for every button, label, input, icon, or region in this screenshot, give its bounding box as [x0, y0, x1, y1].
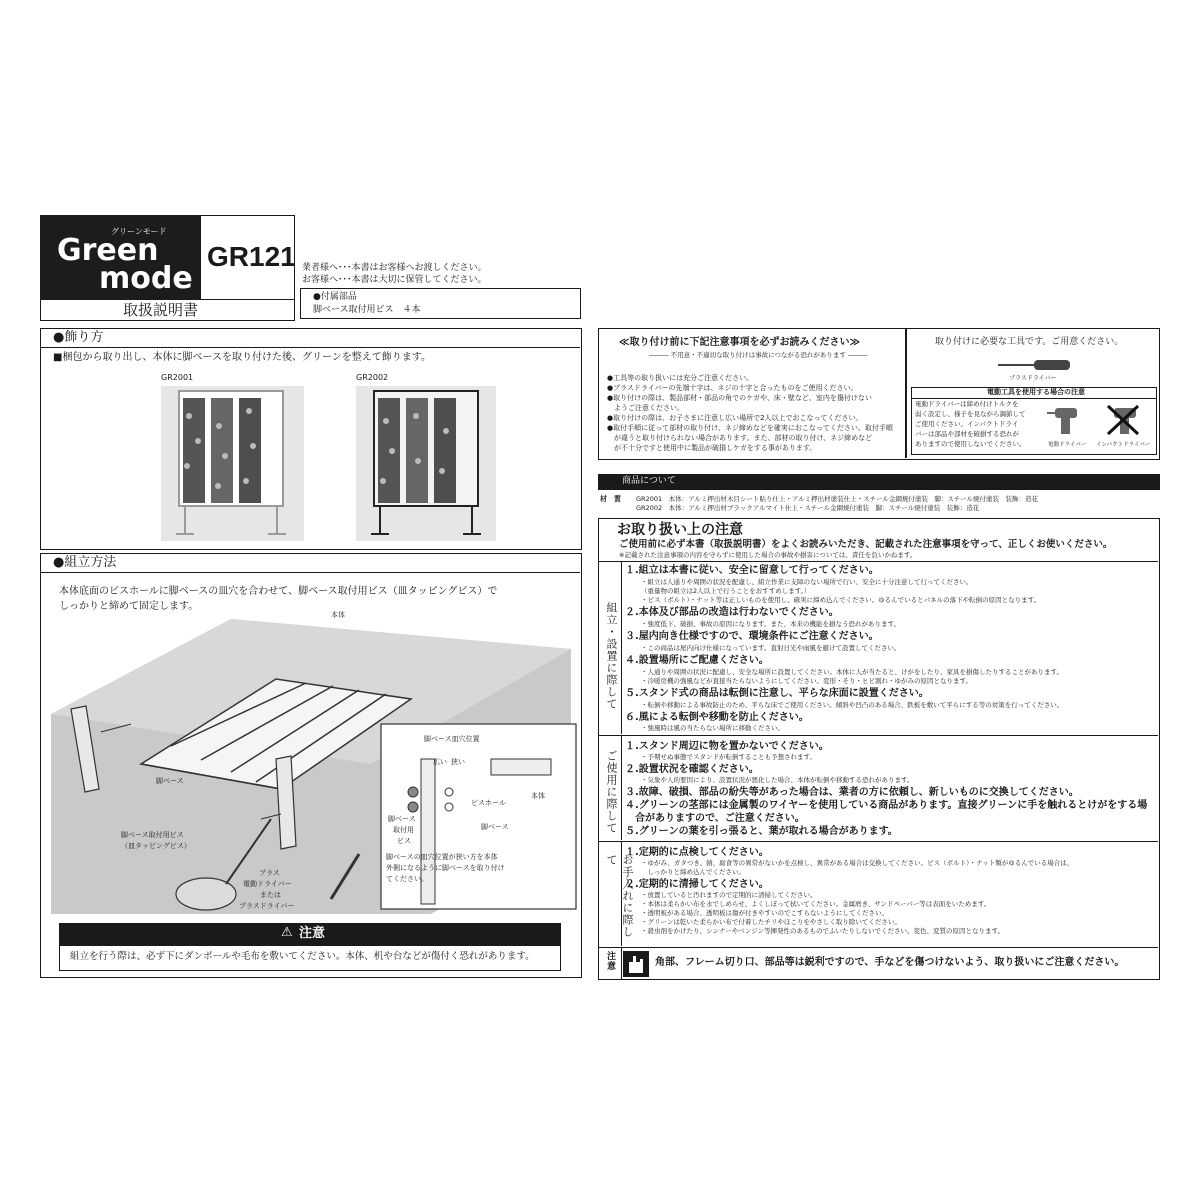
precautions-item-1: ●プラスドライバーの先端十字は、ネジの十字と合ったものをご使用ください。 [607, 384, 858, 392]
electric-tool-header [912, 388, 1156, 399]
handling-bottom [599, 947, 1158, 979]
label-screw-2: （皿タッピングビス） [121, 842, 191, 850]
assembly-section [40, 553, 582, 978]
screwdriver-icon [994, 357, 1074, 373]
precautions-title: ≪取り付け前に下記注意事項を必ずお読みください≫ [619, 337, 860, 348]
assembly-caution-title: 注意 [299, 926, 326, 941]
s1-h0-d0: ・組立は人通りや周囲の状況を配慮し、組立作業に支障のない場所で行い、安全に十分注意して行ってください。 [641, 578, 973, 586]
s1-h1-d0: ・強度低下、破損、事故の原因になります。また、本来の機能を損なう恐れがあります。 [641, 620, 900, 628]
material-line2: GR2002 本体：アルミ押出材ブラックアルマイト仕上・スチール金網焼付塗装 脚：スチール焼付塗装 装飾：造花 [636, 504, 980, 512]
electric-tool-box [911, 387, 1157, 455]
logo-box [40, 215, 201, 300]
assembly-title: ●組立方法 [53, 555, 117, 570]
handling-sec2-label: ご使用に際して [605, 750, 618, 834]
impact-driver-icon [1104, 402, 1142, 437]
s2-h1-d0: ・気象や人的要因により、設置状況が悪化した場合、本体が転倒や移動する恐れがあります。 [641, 776, 914, 784]
parts-title: ●付属部品 [313, 292, 357, 302]
s3-h1: ２.定期的に清掃してください。 [625, 879, 769, 890]
detail-wide: 広い [433, 758, 447, 766]
electric-line-0: 電動ドライバーは締め付けトルクを [915, 400, 1019, 408]
label-electric-driver: 電動ドライバー [1048, 442, 1087, 448]
handling-bottom-label-col [599, 948, 622, 979]
precautions-item-5: ●取付手順に従って部材の取り付け、ネジ締めなどを確実におこなってください。取付手順 [607, 424, 893, 432]
label-impact-driver: インパクトドライバー [1096, 442, 1151, 448]
model-a-label: GR2001 [161, 373, 194, 382]
assembly-caution-box [59, 945, 561, 971]
detail-screw-3: ビス [397, 837, 411, 845]
detail-leg: 脚ベース [481, 823, 509, 831]
s3-h0-d1: しっかりと締め込んでください。 [641, 868, 745, 876]
electric-line-2: ご使用ください。インパクトドライ [915, 420, 1019, 428]
doc-title: 取扱説明書 [123, 301, 199, 319]
detail-screw-2: 取付用 [393, 826, 414, 834]
electric-line-1: 弱く設定し、様子を見ながら調節して [915, 410, 1026, 418]
s2-h4: 合がありますので、ご注意ください。 [625, 813, 805, 824]
precautions-item-2: ●取り付けの際は、製品部材・部品の角でのケガや、床・壁など、室内を傷付けない [607, 394, 872, 402]
handling-title: お取り扱い上の注意 [617, 522, 743, 538]
label-driver-1: プラス [259, 869, 280, 877]
s1-h4-d0: ・転倒や移動による事故防止のため、平らな床でご使用ください。傾斜や凹凸のある場合、鉄板を敷いて平らにする等の対策を行ってください。 [641, 701, 1064, 709]
precautions-divider [905, 329, 907, 458]
s3-h1-d0: ・放置していると汚れますので定期的に清掃してください。 [641, 891, 817, 899]
doc-title-box [40, 299, 295, 321]
logo-line2: mode [99, 261, 193, 296]
electric-driver-icon [1047, 402, 1082, 437]
precautions-item-7: が不十分ですと使用中に製品が破損しケガをする事があります。 [607, 444, 817, 452]
s1-h2-d0: ・この商品は屋内向け仕様になっています。直射日光や雨風を避けて設置してください。 [641, 644, 901, 652]
s3-h0-d0: ・ゆがみ、ガタつき、錆、腐食等の異常がないかを点検し、異常がある場合は交換してください。ビス（ボルト）・ナット類がゆるんでいる場合は、 [641, 859, 1074, 867]
parts-box [300, 288, 581, 319]
model-box [200, 215, 295, 300]
handling-sec1-label-col [599, 562, 622, 734]
detail-narrow: 狭い [451, 758, 465, 766]
s1-h3-d0: ・人通りや周囲の状況に配慮し、安全な場所に設置してください。本体に人が当たると、けがをしたり、家具を損傷したりすることがあります。 [641, 668, 1063, 676]
label-driver-2: 電動ドライバー [243, 880, 292, 888]
s1-h0-d1: （重量物の組立は2人以上で行うことをおすすめします。） [641, 587, 811, 595]
handling-sec3 [599, 841, 1158, 946]
s3-h1-d2: ・透明板がある場合、透明板は傷が付きやすいのでこすらないようにしてください。 [641, 909, 888, 917]
electric-line-3: バーは部品や部材を破損する恐れが [915, 430, 1019, 438]
s2-h0: １.スタンド周辺に物を置かないでください。 [625, 741, 829, 752]
assembly-title-bar [41, 554, 580, 573]
detail-note-2: 外側になるように脚ベースを取り付け [386, 864, 505, 872]
precautions-item-6: が違うと取り付けられない場合があります。また、部材の取り付け、ネジ締めなど [607, 434, 873, 442]
handling-lead-note: ※記載された注意事項の内容を守らずに使用した場合の事故や損害については、責任を負いかねます。 [619, 551, 917, 559]
model-number: GR121 [207, 241, 296, 272]
tool-name: プラスドライバー [1009, 375, 1057, 382]
label-driver-3: または [260, 891, 281, 899]
handling-bottom-label: 注意 [605, 951, 615, 971]
s1-h5-d0: ・強風時は風の当たらない場所に移動ください。 [641, 724, 784, 732]
s1-h4: ５.スタンド式の商品は転倒に注意し、平らな床面に設置ください。 [625, 688, 929, 699]
label-leg-base: 脚ベース [156, 777, 184, 785]
detail-body: 本体 [531, 792, 545, 800]
decoration-section [40, 328, 582, 550]
label-body: 本体 [331, 611, 345, 619]
s1-h0-d2: ・ビス（ボルト）・ナット等は正しいものを使用し、確実に締め込んでください。ゆるんでいるとパネルの落下や転倒の原因となります。 [641, 596, 1041, 604]
logo-subtitle: グリーンモード [111, 227, 167, 236]
handling-sec3-label-col [599, 842, 634, 946]
s2-h0-d0: ・予期せぬ事態でスタンドが転倒することも予想されます。 [641, 753, 816, 761]
label-screw-1: 脚ベース取付用ビス [121, 831, 184, 839]
precautions-item-4: ●取り付けの際は、お子さまに注意し広い場所で2人以上でおこなってください。 [607, 414, 863, 422]
s2-h2: ３.故障、破損、部品の紛失等があった場合は、業者の方に依頼し、新しいものに交換してください。 [625, 787, 1079, 798]
logo-line1: Green [57, 233, 159, 268]
handling-bottom-text: 角部、フレーム切り口、部品等は鋭利ですので、手などを傷つけないよう、取り扱いにご注意ください。 [655, 957, 1125, 968]
s2-h3: ４.グリーンの茎部には金属製のワイヤーを使用している商品があります。直接グリーンに手を触れるとけがをする場 [625, 800, 1148, 811]
detail-screw-1: 脚ベース [388, 815, 416, 823]
decoration-title: ●飾り方 [53, 330, 104, 345]
parts-item: 脚ベース取付用ビス ４本 [313, 305, 421, 315]
assembly-caution-text: 組立を行う際は、必ず下にダンボールや毛布を敷いてください。本体、机や台などが傷付く恐れがあります。 [70, 951, 535, 962]
s1-h3: ４.設置場所にご配慮ください。 [625, 655, 769, 666]
s1-h5: ６.風による転倒や移動を防止ください。 [625, 712, 809, 723]
notice-line1: 業者様へ･･･本書はお客様へお渡しください。 [302, 263, 487, 273]
detail-hole: ビスホール [471, 799, 506, 807]
detail-note-1: 脚ベースの皿穴位置が狭い方を本体 [386, 853, 498, 861]
material-line1: GR2001 本体：アルミ押出材木目シート貼り仕上・アルミ押出材塗装仕上・スチール金網焼付塗装 脚：スチール焼付塗装 装飾：造花 [636, 495, 1039, 503]
handling-sec1 [599, 561, 1158, 734]
product-band-title: 商品について [622, 476, 676, 486]
label-driver-4: プラスドライバー [239, 902, 295, 910]
handling-sec3-label: お手入れに際して [605, 854, 634, 938]
precautions-item-3: ようご注意ください。 [607, 404, 684, 412]
s2-h1: ２.設置状況を確認ください。 [625, 764, 759, 775]
s3-h1-d4: ・殺虫剤をかけたり、シンナーやベンジン等揮発性のあるものでふいたりしないでください。変色、変質の原因となります。 [641, 927, 1004, 935]
assembly-caution-band [59, 923, 561, 945]
s1-h3-d1: ・冷暖房機の強風などが直接当たらないようにしてください。変形・そり・ヒビ割れ・ゆがみの原因となります。 [641, 677, 972, 685]
tools-title: 取り付けに必要な工具です。ご用意ください。 [935, 337, 1124, 347]
product-image-gr2002 [356, 386, 496, 541]
s3-h0: １.定期的に点検してください。 [625, 847, 769, 858]
s1-h2: ３.屋内向き仕様ですので、環境条件にご注意ください。 [625, 631, 879, 642]
product-image-gr2001 [161, 386, 304, 541]
s1-h1: ２.本体及び部品の改造は行わないでください。 [625, 607, 839, 618]
handling-section [598, 518, 1160, 980]
electric-tool-title: 電動工具を使用する場合の注意 [987, 388, 1085, 396]
assembly-instruction-1: 本体底面のビスホールに脚ベースの皿穴を合わせて、脚ベース取付用ビス（皿タッピングビス）で [59, 586, 498, 597]
electric-line-4: ありますので使用しないでください。 [915, 440, 1026, 448]
s3-h1-d1: ・本体は柔らかい布を水でしめらせ、よくしぼって拭いてください。金属磨き、サンドペーパー等は表面をいためます。 [641, 900, 991, 908]
precautions-item-0: ●工具等の取り扱いには充分ご注意ください。 [607, 374, 754, 382]
s1-h0: １.組立は本書に従い、安全に留意して行ってください。 [625, 565, 879, 576]
product-band [598, 474, 1160, 490]
precautions-box [598, 328, 1160, 460]
handling-sec2 [599, 735, 1158, 840]
s2-h5: ５.グリーンの葉を引っ張ると、葉が取れる場合があります。 [625, 826, 898, 837]
warning-icon: ⚠ [281, 925, 293, 940]
assembly-instruction-2: しっかりと締めて固定します。 [59, 601, 199, 612]
handling-lead: ご使用前に必ず本書（取扱説明書）をよくお読みいただき、記載された注意事項を守って、正しくお使いください。 [619, 539, 1113, 550]
detail-note-3: てください。 [386, 875, 428, 883]
notice-line2: お客様へ･･･本書は大切に保管してください。 [302, 275, 487, 285]
hand-warning-icon [623, 951, 649, 977]
material-label: 材 質 [600, 495, 621, 503]
decoration-instruction: ■梱包から取り出し、本体に脚ベースを取り付けた後、グリーンを整えて飾ります。 [53, 352, 431, 363]
assembly-diagram [41, 611, 580, 919]
detail-title: 脚ベース皿穴位置 [424, 735, 480, 743]
precautions-subtitle: ――― 不用意・不適切な取り付けは事故につながる恐れがあります ――― [649, 351, 868, 359]
s3-h1-d3: ・グリーンは乾いた柔らかい布で付着したチリやほこりをやさしく取り除いてください。 [641, 918, 901, 926]
handling-sec2-label-col [599, 736, 622, 840]
handling-sec1-label: 組立・設置に際して [605, 602, 618, 710]
decoration-title-bar [41, 329, 580, 348]
model-b-label: GR2002 [356, 373, 389, 382]
